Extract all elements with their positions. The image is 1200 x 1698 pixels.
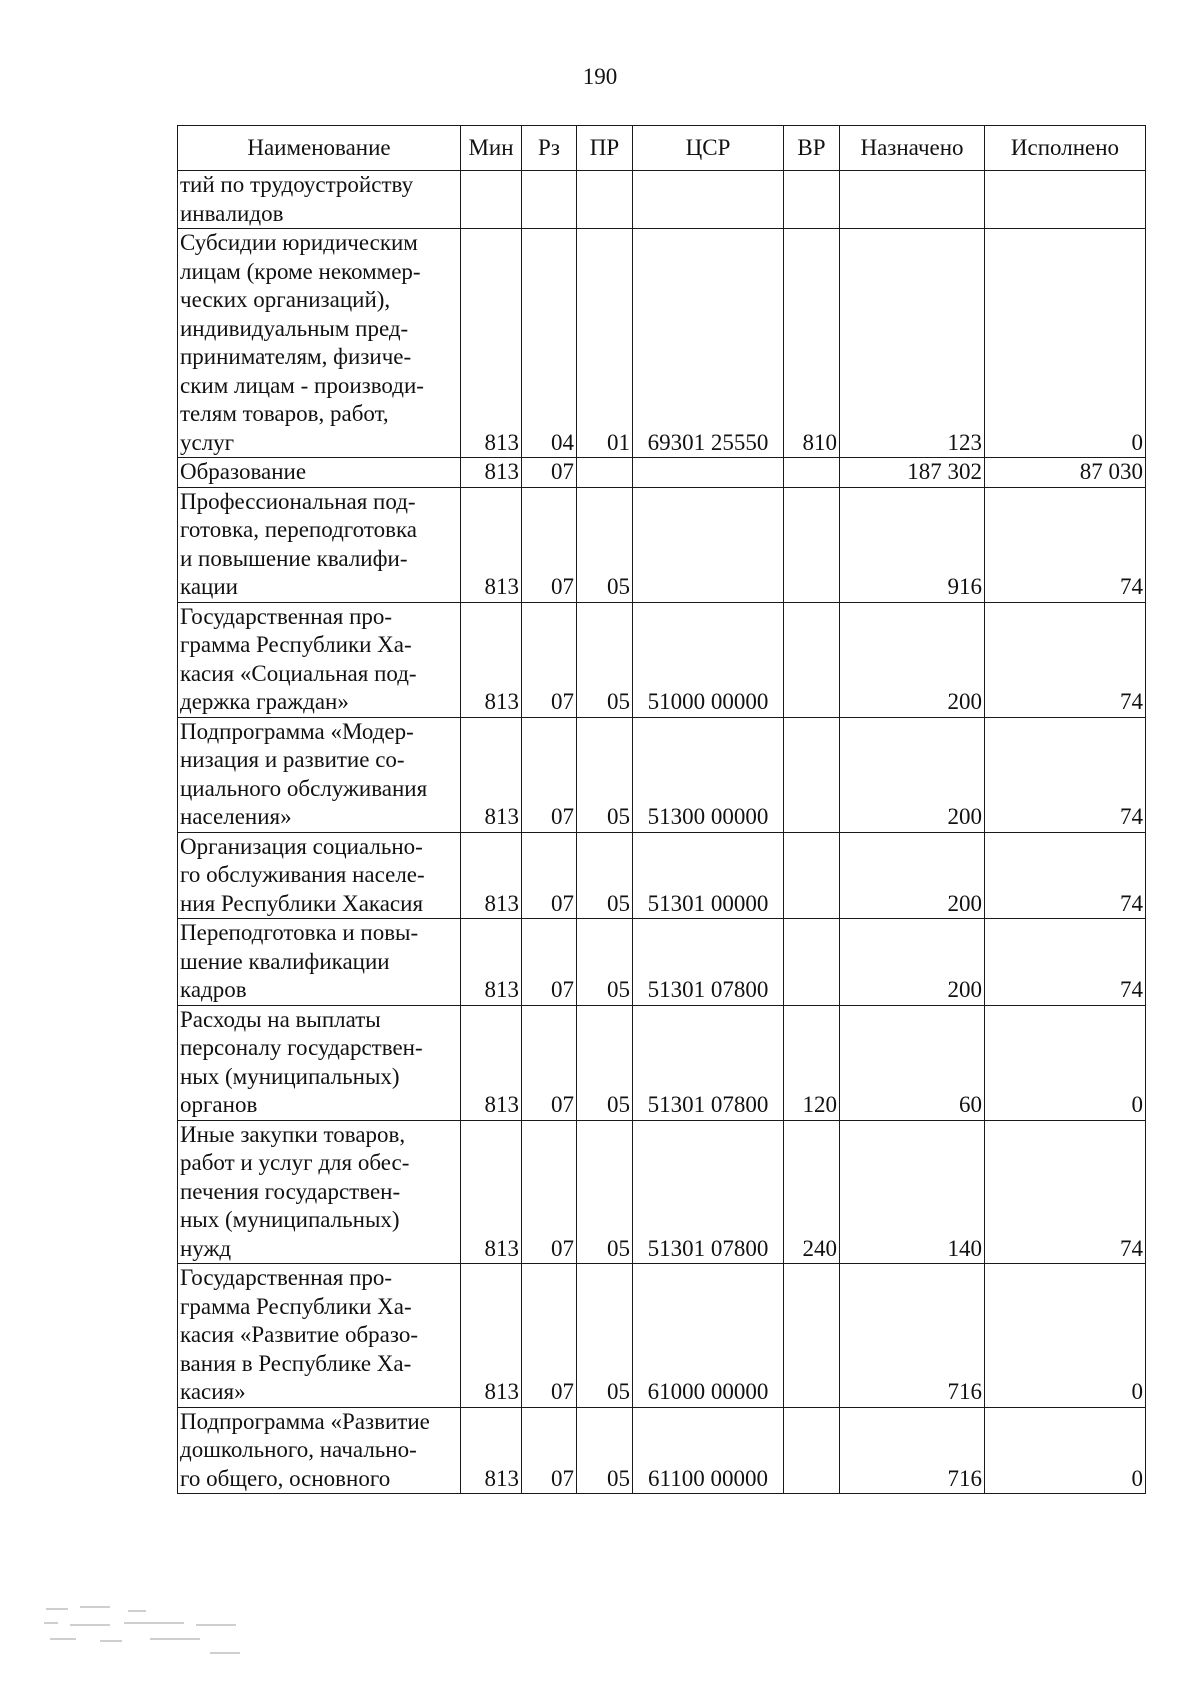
page-number: 190 [582,64,618,89]
header-executed: Исполнено [985,126,1146,171]
row-executed: 74 [985,487,1146,602]
header-rz: Рз [522,126,577,171]
row-assigned: 60 [840,1005,985,1120]
row-assigned: 200 [840,602,985,717]
row-vr [784,717,840,832]
header-csr: ЦСР [633,126,784,171]
row-name: Переподготовка и повы- шение квалификации кадров [178,919,461,1006]
row-name: Организация социально- го обслуживания населе- ния Республики Хакасия [178,832,461,919]
row-assigned: 716 [840,1407,985,1494]
header-min: Мин [461,126,522,171]
row-pr: 05 [577,717,633,832]
row-pr [577,458,633,488]
table-row [178,1264,1146,1408]
row-executed: 0 [985,1264,1146,1408]
row-rz: 07 [522,1005,577,1120]
row-min: 813 [461,229,522,458]
row-executed: 87 030 [985,458,1146,488]
row-csr: 51301 00000 [633,832,784,919]
row-csr [633,458,784,488]
row-name: Образование [178,458,461,488]
row-csr: 51301 07800 [633,1120,784,1264]
row-pr: 05 [577,1120,633,1264]
row-pr: 05 [577,1005,633,1120]
row-vr [784,458,840,488]
row-vr [784,832,840,919]
row-assigned: 187 302 [840,458,985,488]
row-csr: 69301 25550 [633,229,784,458]
row-name: Государственная про- грамма Республики Ха- касия «Развитие образо- вания в Республике Ха- касия» [178,1264,461,1408]
row-pr: 05 [577,832,633,919]
row-csr: 61100 00000 [633,1407,784,1494]
table-row [178,1005,1146,1120]
row-pr: 05 [577,1264,633,1408]
table-row [178,717,1146,832]
row-vr [784,487,840,602]
row-min: 813 [461,1264,522,1408]
row-min: 813 [461,717,522,832]
row-rz: 07 [522,832,577,919]
table-row [178,832,1146,919]
row-min: 813 [461,1005,522,1120]
row-csr: 51000 00000 [633,602,784,717]
budget-table [177,125,1146,1494]
row-assigned: 123 [840,229,985,458]
row-name: Подпрограмма «Развитие дошкольного, начально- го общего, основного [178,1407,461,1494]
row-pr: 05 [577,1407,633,1494]
row-name: Расходы на выплаты персоналу государствен- ных (муниципальных) органов [178,1005,461,1120]
row-rz: 07 [522,1264,577,1408]
row-executed: 74 [985,919,1146,1006]
table-row [178,487,1146,602]
header-name: Наименование [178,126,461,171]
row-executed: 74 [985,832,1146,919]
row-vr [784,602,840,717]
row-executed [985,171,1146,229]
row-vr [784,1264,840,1408]
row-name: Субсидии юридическим лицам (кроме некоммер- ческих организаций), индивидуальным пред- принимателям, физиче- ским лицам - производи- телям товаров, работ, услуг [178,229,461,458]
row-min: 813 [461,1407,522,1494]
row-executed: 74 [985,717,1146,832]
row-min [461,171,522,229]
header-vr: ВР [784,126,840,171]
row-executed: 74 [985,602,1146,717]
table-row [178,602,1146,717]
row-rz: 07 [522,1120,577,1264]
table-row [178,1407,1146,1494]
row-rz: 07 [522,458,577,488]
table-row [178,919,1146,1006]
row-min: 813 [461,832,522,919]
row-assigned: 200 [840,919,985,1006]
row-csr: 61000 00000 [633,1264,784,1408]
row-vr: 810 [784,229,840,458]
table-row [178,229,1146,458]
row-assigned: 140 [840,1120,985,1264]
row-rz: 07 [522,487,577,602]
row-executed: 0 [985,229,1146,458]
row-min: 813 [461,602,522,717]
row-csr: 51301 07800 [633,1005,784,1120]
row-executed: 0 [985,1005,1146,1120]
row-min: 813 [461,1120,522,1264]
row-assigned: 200 [840,717,985,832]
row-name: Иные закупки товаров, работ и услуг для обес- печения государствен- ных (муниципальных) нужд [178,1120,461,1264]
scan-smudge-decoration [40,1600,270,1680]
row-rz: 07 [522,919,577,1006]
row-assigned [840,171,985,229]
table-row [178,458,1146,488]
row-name: Государственная про- грамма Республики Ха- касия «Социальная под- держка граждан» [178,602,461,717]
row-name: Профессиональная под- готовка, переподготовка и повышение квалифи- кации [178,487,461,602]
row-vr: 240 [784,1120,840,1264]
row-assigned: 916 [840,487,985,602]
row-executed: 74 [985,1120,1146,1264]
row-rz: 07 [522,717,577,832]
row-vr: 120 [784,1005,840,1120]
row-name: тий по трудоустройству инвалидов [178,171,461,229]
table-header-row [178,126,1146,171]
row-min: 813 [461,919,522,1006]
row-pr: 01 [577,229,633,458]
row-vr [784,919,840,1006]
row-csr [633,487,784,602]
row-assigned: 200 [840,832,985,919]
row-pr [577,171,633,229]
row-min: 813 [461,458,522,488]
header-assigned: Назначено [840,126,985,171]
header-pr: ПР [577,126,633,171]
table-row [178,1120,1146,1264]
row-csr [633,171,784,229]
row-name: Подпрограмма «Модер- низация и развитие со- циального обслуживания населения» [178,717,461,832]
row-assigned: 716 [840,1264,985,1408]
row-rz [522,171,577,229]
row-rz: 04 [522,229,577,458]
row-vr [784,171,840,229]
row-csr: 51301 07800 [633,919,784,1006]
row-executed: 0 [985,1407,1146,1494]
row-rz: 07 [522,1407,577,1494]
row-vr [784,1407,840,1494]
row-pr: 05 [577,919,633,1006]
row-pr: 05 [577,487,633,602]
row-pr: 05 [577,602,633,717]
row-csr: 51300 00000 [633,717,784,832]
table-row [178,171,1146,229]
row-min: 813 [461,487,522,602]
row-rz: 07 [522,602,577,717]
